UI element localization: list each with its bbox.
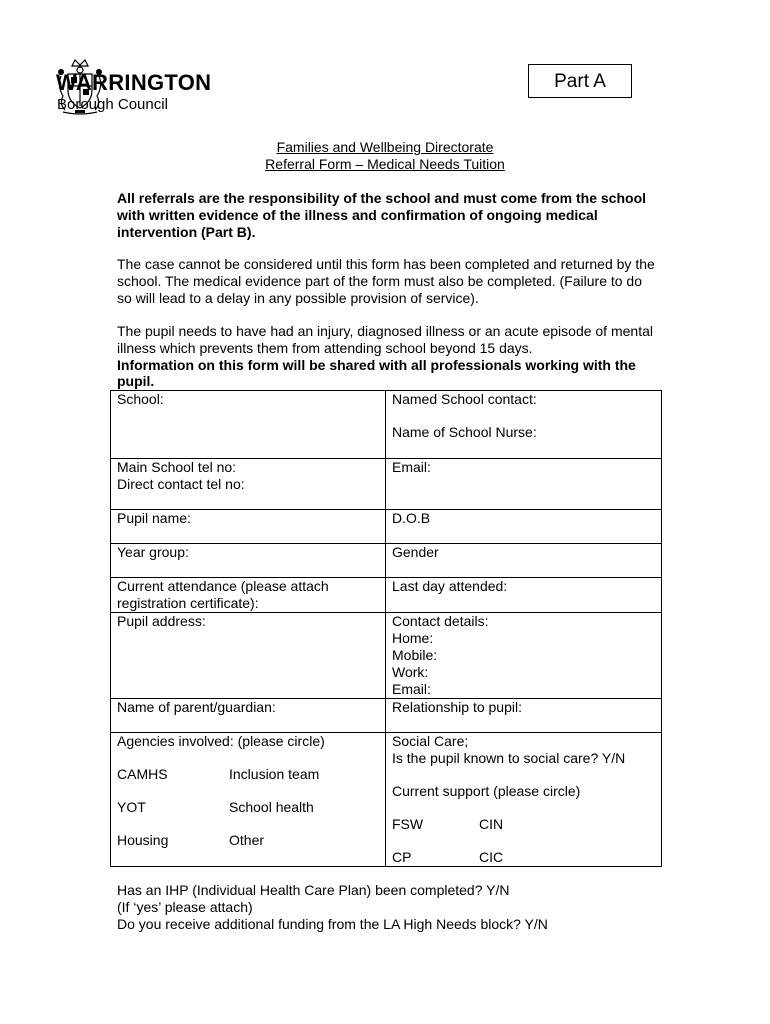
funding-question[interactable]: Do you receive additional funding from the LA High Needs block? Y/N [117, 916, 548, 932]
table-row [111, 613, 662, 699]
last-day-label: Last day attended: [392, 578, 508, 594]
pupil-address-cell[interactable] [111, 613, 386, 699]
ihp-note: (If ‘yes’ please attach) [117, 899, 253, 915]
mobile-label: Mobile: [392, 647, 438, 663]
named-contact-label: Named School contact: [392, 391, 537, 407]
support-row [392, 816, 655, 833]
agencies-cell [111, 733, 386, 867]
agency-option[interactable]: Other [229, 832, 265, 848]
contact-details-cell[interactable] [386, 613, 662, 699]
table-row [111, 733, 662, 867]
table-row [111, 510, 662, 544]
contact-email-label: Email: [392, 681, 431, 697]
pupil-name-label: Pupil name: [117, 510, 191, 526]
last-day-cell[interactable] [386, 578, 662, 613]
agency-option[interactable]: School health [229, 799, 314, 815]
sharing-notice: Information on this form will be shared with all professionals working with the pupil. [117, 357, 636, 389]
referral-table [110, 390, 662, 867]
brand-name: WARRINGTON [56, 70, 212, 95]
brand-subtitle: Borough Council [57, 96, 168, 113]
email-label: Email: [392, 459, 431, 475]
attendance-label-line-1: Current attendance (please attach [117, 578, 329, 594]
agency-option[interactable]: Inclusion team [229, 766, 320, 782]
email-cell[interactable] [386, 459, 662, 510]
agency-option[interactable]: Housing [117, 832, 169, 848]
gender-cell[interactable] [386, 544, 662, 578]
intro-paragraph-2: The pupil needs to have had an injury, diagnosed illness or an acute episode of mental illness which prevents them from attending school beyond 15 days. [117, 323, 653, 356]
support-option[interactable]: FSW [392, 816, 424, 832]
social-care-cell [386, 733, 662, 867]
intro-paragraph-1: The case cannot be considered until this form has been completed and returned by the school. The medical evidence part of the form must also be completed. (Failure to do so will lead to a delay in any possible provision of service). [117, 256, 655, 306]
school-label: School: [117, 391, 164, 407]
table-row [111, 699, 662, 733]
social-care-question[interactable]: Is the pupil known to social care? Y/N [392, 750, 626, 766]
school-cell[interactable] [111, 391, 386, 459]
current-support-label: Current support (please circle) [392, 783, 581, 799]
agencies-row [117, 766, 379, 783]
year-group-cell[interactable] [111, 544, 386, 578]
school-tel-cell[interactable] [111, 459, 386, 510]
table-row [111, 459, 662, 510]
agency-option[interactable]: YOT [117, 799, 146, 815]
parent-cell[interactable] [111, 699, 386, 733]
part-label: Part A [528, 64, 632, 98]
school-nurse-label: Name of School Nurse: [392, 424, 537, 440]
attendance-label-line-2: registration certificate): [117, 595, 259, 611]
pupil-address-label: Pupil address: [117, 613, 206, 629]
support-option[interactable]: CP [392, 849, 412, 865]
table-row [111, 391, 662, 459]
dob-cell[interactable] [386, 510, 662, 544]
parent-label: Name of parent/guardian: [117, 699, 276, 715]
agency-option[interactable]: CAMHS [117, 766, 168, 782]
work-label: Work: [392, 664, 429, 680]
gender-label: Gender [392, 544, 439, 560]
school-contacts-cell[interactable] [386, 391, 662, 459]
agencies-heading: Agencies involved: (please circle) [117, 733, 325, 749]
contact-details-label: Contact details: [392, 613, 489, 629]
relationship-label: Relationship to pupil: [392, 699, 522, 715]
directorate-title: Families and Wellbeing Directorate [276, 139, 494, 155]
social-care-label: Social Care; [392, 733, 469, 749]
relationship-cell[interactable] [386, 699, 662, 733]
table-row [111, 578, 662, 613]
agencies-row [117, 832, 379, 849]
year-group-label: Year group: [117, 544, 189, 560]
pupil-name-cell[interactable] [111, 510, 386, 544]
support-option[interactable]: CIC [479, 849, 504, 865]
ihp-question[interactable]: Has an IHP (Individual Health Care Plan) been completed? Y/N [117, 882, 510, 898]
main-tel-label: Main School tel no: [117, 459, 237, 475]
attendance-cell[interactable] [111, 578, 386, 613]
dob-label: D.O.B [392, 510, 431, 526]
direct-tel-label: Direct contact tel no: [117, 476, 245, 492]
table-row [111, 544, 662, 578]
support-row [392, 849, 655, 866]
responsibility-notice: All referrals are the responsibility of the school and must come from the school with written evidence of the illness and confirmation of ongoing medical intervention (Part B). [117, 190, 647, 240]
form-title: Referral Form – Medical Needs Tuition [265, 156, 505, 172]
support-option[interactable]: CIN [479, 816, 504, 832]
home-label: Home: [392, 630, 434, 646]
agencies-row [117, 799, 379, 816]
